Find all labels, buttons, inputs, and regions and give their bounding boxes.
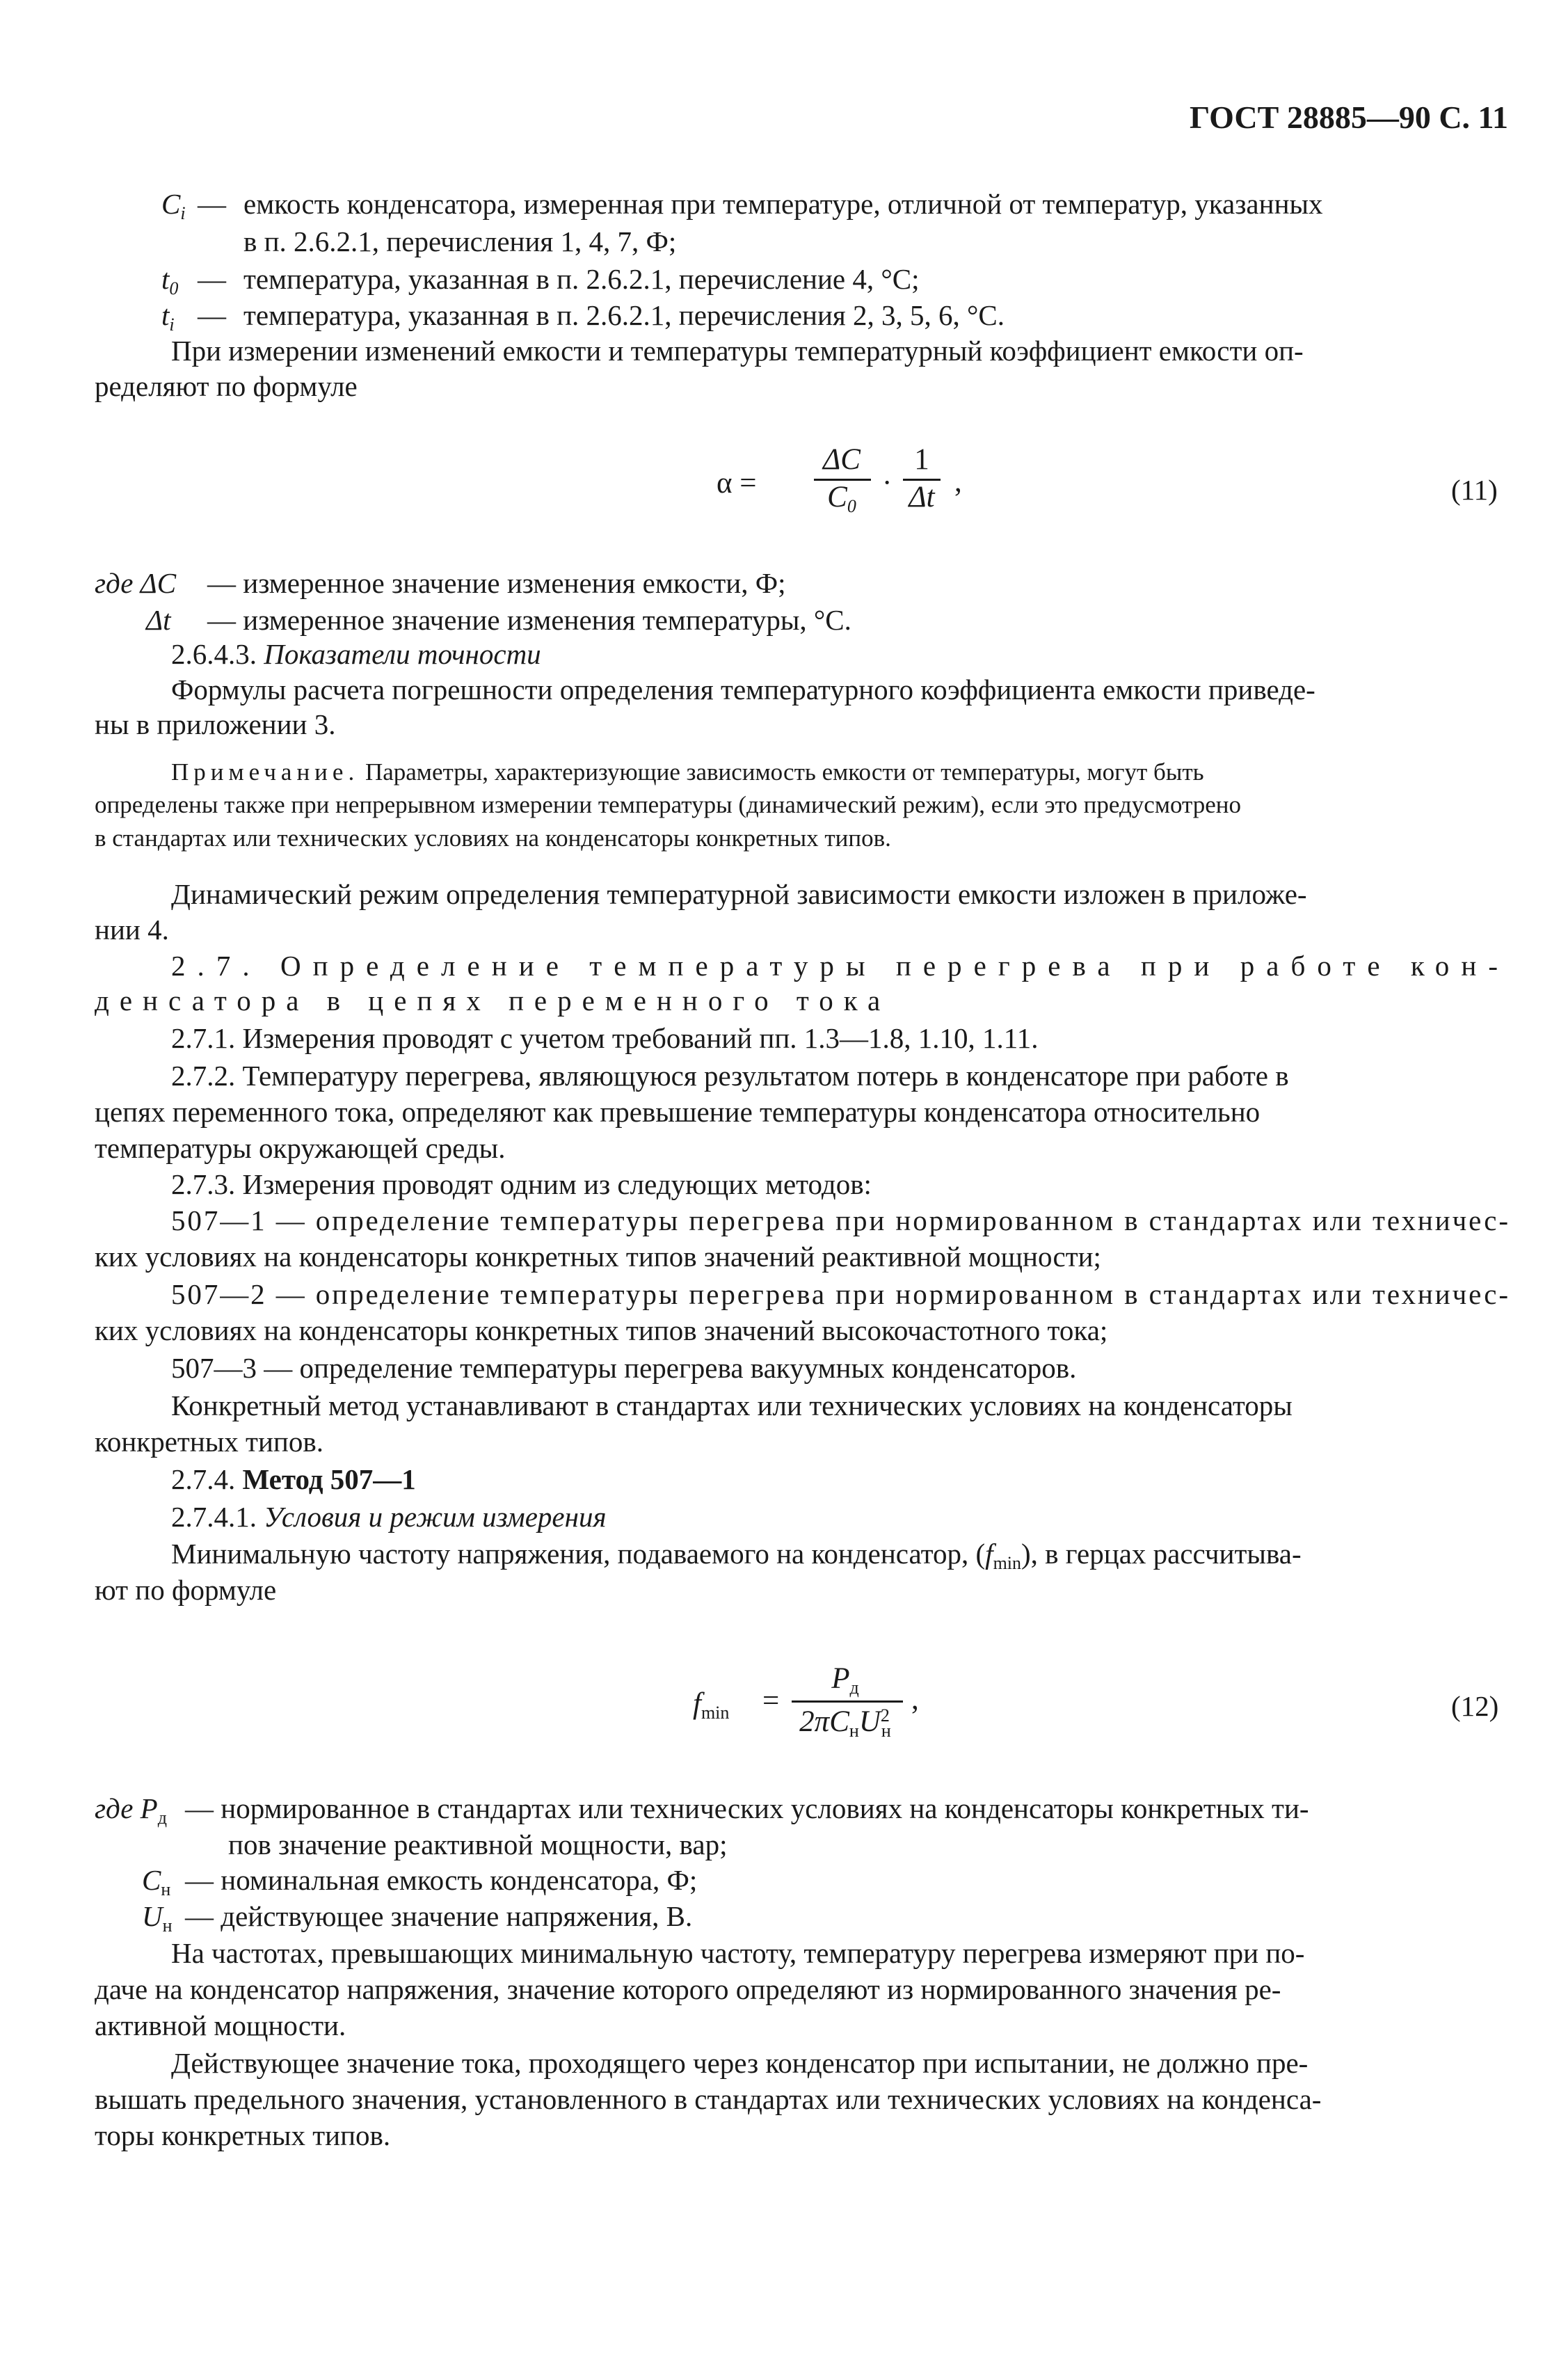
section-2-6-4-3: 2.6.4.3. Показатели точности	[171, 638, 541, 670]
paragraph-line: нии 4.	[95, 914, 169, 946]
dash: —	[198, 299, 226, 331]
paragraph-line: Формулы расчета погрешности определения температурного коэффициента емкости приведе-	[171, 674, 1315, 706]
paragraph-line: даче на конденсатор напряжения, значение которого определяют из нормированного значения ре-	[95, 1973, 1281, 2005]
section-2-7-3: 2.7.3. Измерения проводят одним из следующих методов:	[171, 1168, 872, 1200]
method-507-3: 507—3 — определение температуры перегрева вакуумных конденсаторов.	[171, 1352, 1077, 1384]
document-page: ГОСТ 28885—90 С. 11 $C_i$ — емкость конденсатора, измеренная при температуре, отличной от температур, указанных в п. 2.6.2.1, перечисления 1, 4, 7, Ф; $t_0$ — температура, указанная в п. 2.6.2.1, перечисление 4, °С; $t_i$ — температура, указанная в п. 2.6.2.1, перечисления 2, 3, 5, 6, °С. При измерении изменений емкости и температуры температурный коэффициент емкости оп- ределяют по формуле α = ΔC $C_0$ · 1 Δt , (11) где ΔC — измеренное значение изменения емкости, Ф; Δt — измеренное значение изменения температуры, °С. 2.6.4.3. Показатели точности Формулы расчета погрешности определения температурного коэффициента емкости приведе- ны в приложении 3. Примечание. Параметры, характеризующие зависимость емкости от температуры, могут быть определены также при непрерывном измерении температуры (динамический режим), если это предусмотрено в стандартах или технических условиях на конденсаторы конкретных типов. Динамический режим определения температурной зависимости емкости изложен в приложе- нии 4. 2.7. Определение температуры перегрева при работе кон- денсатора в цепях переменного тока 2.7.1. Измерения проводят с учетом требований пп. 1.3—1.8, 1.10, 1.11. 2.7.2. Температуру перегрева, являющуюся результатом потерь в конденсаторе при работе в цепях переменного тока, определяют как превышение температуры конденсатора относительно температуры окружающей среды. 2.7.3. Измерения проводят одним из следующих методов: 507—1 — определение температуры перегрева при нормированном в стандартах или техничес- ких условиях на конденсаторы конкретных типов значений реактивной мощности; 507—2 — определение температуры перегрева при нормированном в стандартах или техничес- ких условиях на конденсаторы конкретных типов значений высокочастотного тока; 507—3 — определение температуры перегрева вакуумных конденсаторов. Конкретный метод устанавливают в стандартах или технических условиях на конденсаторы конкретных типов. 2.7.4. Метод 507—1 2.7.4.1. Условия и режим измерения Минимальную частоту напряжения, подаваемого на конденсатор, $(f_{min})$, в герцах рассчитыва- ют по формуле $f_{min}$ = $P_д$ $2\pi C_нU^2_н$ , (12) где $P_д$ — нормированное в стандартах или технических условиях на конденсаторы конкретных ти- пов значение реактивной мощности, вар; $C_н$ — номинальная емкость конденсатора, Ф; $U_н$ — действующее значение напряжения, В. На частотах, превышающих минимальную частоту, температуру перегрева измеряют при по- даче на конденсатор напряжения, значение которого определяют из нормированного значения ре- активной мощности. Действующее значение тока, проходящего через конденсатор при испытании, не должно пре- вышать предельного значения, установленного в стандартах или технических условиях на конденса- торы конкретных типов.	[95, 99, 1510, 2151]
symbol-t0: $t_0$	[161, 263, 179, 298]
def-pd-line1: — нормированное в стандартах или технических условиях на конденсаторы конкретных ти-	[185, 1792, 1309, 1824]
paragraph-line: На частотах, превышающих минимальную частоту, температуру перегрева измеряют при по-	[171, 1937, 1305, 1969]
symbol-ti: $t_i$	[161, 299, 175, 335]
paragraph-line: цепях переменного тока, определяют как превышение температуры конденсатора относительно	[95, 1096, 1261, 1128]
note: Примечание. Параметры, характеризующие зависимость емкости от температуры, могут быть	[171, 758, 1204, 786]
def-un: — действующее значение напряжения, В.	[185, 1900, 693, 1932]
def-ci-line1: емкость конденсатора, измеренная при температуре, отличной от температур, указанных	[243, 188, 1323, 220]
method-507-1: ких условиях на конденсаторы конкретных типов значений реактивной мощности;	[95, 1241, 1101, 1273]
note-line: определены также при непрерывном измерении температуры (динамический режим), если это предусмотрено	[95, 791, 1242, 818]
paragraph-line: Конкретный метод устанавливают в стандартах или технических условиях на конденсаторы	[171, 1389, 1293, 1421]
paragraph-line: ют по формуле	[95, 1574, 277, 1606]
paragraph-line: вышать предельного значения, установленного в стандартах или технических условиях на конденса-	[95, 2083, 1322, 2115]
paragraph-line: ределяют по формуле	[95, 370, 358, 402]
method-507-1: 507—1 — определение температуры перегрева при нормированном в стандартах или техничес-	[171, 1204, 1510, 1236]
paragraph-line: активной мощности.	[95, 2009, 346, 2041]
def-ci-line2: в п. 2.6.2.1, перечисления 1, 4, 7, Ф;	[243, 225, 677, 257]
section-2-7-4-1: 2.7.4.1. Условия и режим измерения	[171, 1501, 607, 1533]
paragraph-line: Действующее значение тока, проходящего через конденсатор при испытании, не должно пре-	[171, 2047, 1309, 2079]
paragraph-line: температуры окружающей среды.	[95, 1132, 506, 1164]
paragraph-line: 2.7.2. Температуру перегрева, являющуюся результатом потерь в конденсаторе при работе в	[171, 1060, 1289, 1092]
section-2-7-1: 2.7.1. Измерения проводят с учетом требований пп. 1.3—1.8, 1.10, 1.11.	[171, 1022, 1039, 1054]
paragraph-line: конкретных типов.	[95, 1426, 323, 1458]
def-ti: температура, указанная в п. 2.6.2.1, перечисления 2, 3, 5, 6, °С.	[243, 299, 1005, 331]
section-2-7-heading: денсатора в цепях переменного тока	[95, 985, 891, 1017]
method-507-2: ких условиях на конденсаторы конкретных типов значений высокочастотного тока;	[95, 1314, 1108, 1346]
equation-number: (11)	[1451, 474, 1498, 506]
paragraph-line: Динамический режим определения температурной зависимости емкости изложен в приложе-	[171, 878, 1307, 910]
symbol-delta-t: Δt	[146, 604, 171, 636]
section-2-7-heading: 2.7. Определение температуры перегрева при работе кон-	[171, 950, 1510, 982]
symbol-cn: $C_н$	[142, 1864, 171, 1899]
method-507-2: 507—2 — определение температуры перегрева при нормированном в стандартах или техничес-	[171, 1278, 1510, 1310]
def-pd-line2: пов значение реактивной мощности, вар;	[228, 1829, 728, 1861]
paragraph-line: ны в приложении 3.	[95, 708, 336, 740]
paragraph-line: Минимальную частоту напряжения, подаваемого на конденсатор, $(f_{min})$, в герцах рассчитыва-	[171, 1538, 1302, 1573]
symbol-un: $U_н$	[142, 1900, 173, 1936]
paragraph-line: торы конкретных типов.	[95, 2119, 391, 2151]
def-cn: — номинальная емкость конденсатора, Ф;	[185, 1864, 698, 1896]
symbol-pd: где $P_д$	[95, 1792, 167, 1828]
dash: —	[198, 263, 226, 295]
def-t0: температура, указанная в п. 2.6.2.1, перечисление 4, °С;	[243, 263, 920, 295]
symbol-delta-c: где ΔC	[95, 567, 177, 599]
paragraph-line: При измерении изменений емкости и температуры температурный коэффициент емкости оп-	[171, 335, 1304, 367]
section-2-7-4: 2.7.4. Метод 507—1	[171, 1463, 416, 1495]
dash: —	[198, 188, 226, 220]
equation-number: (12)	[1451, 1690, 1499, 1722]
note-line: в стандартах или технических условиях на конденсаторы конкретных типов.	[95, 824, 891, 852]
def-delta-t: — измеренное значение изменения температуры, °С.	[207, 604, 851, 636]
symbol-ci: $C_i$	[161, 188, 186, 223]
page-header: ГОСТ 28885—90 С. 11	[1189, 99, 1508, 135]
def-delta-c: — измеренное значение изменения емкости, Ф;	[207, 567, 786, 599]
